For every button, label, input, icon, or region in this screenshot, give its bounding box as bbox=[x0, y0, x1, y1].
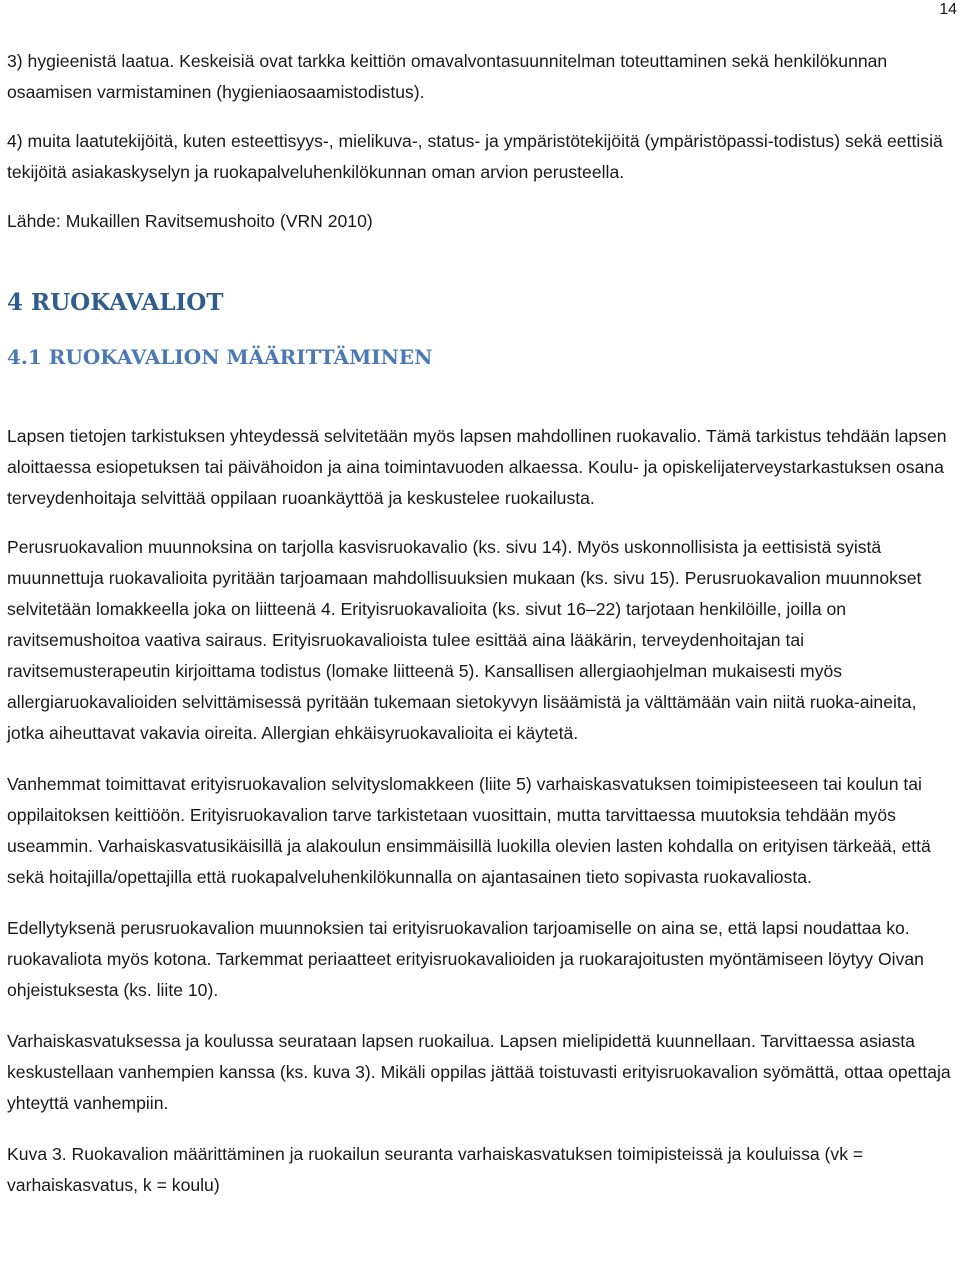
paragraph-diet-requirements: Edellytyksenä perusruokavalion muunnoksien tai erityisruokavalion tarjoamiselle on aina se, että lapsi noudattaa ko. ruokavaliota myös kotona. Tarkemmat periaatteet erityisruokavalioiden ja ruokarajoitusten myöntämiseen löytyy Oivan ohjeistuksesta (ks. liite 10). bbox=[7, 918, 924, 1000]
paragraph-diet-form: Vanhemmat toimittavat erityisruokavalion selvityslomakkeen (liite 5) varhaiskasvatuksen toimipisteeseen tai koulun tai oppilaitoksen keittiöön. Erityisruokavalion tarve tarkistetaan vuosittain, mutta tarvittaessa muutoksia tehdään myös useammin. Varhaiskasvatusikäisillä ja alakoulun ensimmäisillä luokilla olevien lasten kohdalla on erityisen tärkeää, että sekä hoitajilla/opettajilla että ruokapalveluhenkilökunnalla on ajantasainen tieto sopivasta ruokavaliosta. bbox=[7, 774, 931, 887]
page-number: 14 bbox=[939, 1, 957, 18]
paragraph-hygiene-quality: 3) hygieenistä laatua. Keskeisiä ovat tarkka keittiön omavalvontasuunnitelman toteuttaminen sekä henkilökunnan osaamisen varmistaminen (hygieniaosaamistodistus). bbox=[7, 51, 888, 102]
chapter-heading: 4 RUOKAVALIOT bbox=[7, 289, 224, 316]
paragraph-other-quality-factors: 4) muita laatutekijöitä, kuten esteettisyys-, mielikuva-, status- ja ympäristötekijöitä (ympäristöpassi-todistus) sekä eettisiä tekijöitä asiakaskyselyn ja ruokapalveluhenkilökunnan oman arvion perusteella. bbox=[7, 131, 943, 182]
source-reference: Lähde: Mukaillen Ravitsemushoito (VRN 2010) bbox=[7, 211, 373, 231]
paragraph-diet-check: Lapsen tietojen tarkistuksen yhteydessä selvitetään myös lapsen mahdollinen ruokavalio. Tämä tarkistus tehdään lapsen aloittaessa esiopetuksen tai päivähoidon ja aina toimintavuoden alkaessa. Koulu- ja opiskelijaterveystarkastuksen osana terveydenhoitaja selvittää oppilaan ruoankäyttöä ja keskustelee ruokailusta. bbox=[7, 426, 947, 508]
paragraph-meal-monitoring: Varhaiskasvatuksessa ja koulussa seurataan lapsen ruokailua. Lapsen mielipidettä kuunnellaan. Tarvittaessa asiasta keskustellaan vanhempien kanssa (ks. kuva 3). Mikäli oppilas jättää toistuvasti erityisruokavalion syömättä, ottaa opettaja yhteyttä vanhempiin. bbox=[7, 1031, 951, 1113]
figure-caption: Kuva 3. Ruokavalion määrittäminen ja ruokailun seuranta varhaiskasvatuksen toimipisteissä ja kouluissa (vk = varhaiskasvatus, k = koulu) bbox=[7, 1144, 864, 1195]
section-heading: 4.1 RUOKAVALION MÄÄRITTÄMINEN bbox=[7, 345, 433, 369]
document-body bbox=[7, 46, 955, 1201]
paragraph-diet-variants: Perusruokavalion muunnoksina on tarjolla kasvisruokavalio (ks. sivu 14). Myös uskonnollisista ja eettisistä syistä muunnettuja ruokavalioita pyritään tarjoamaan mahdollisuuksien mukaan (ks. sivu 15). Perusruokavalion muunnokset selvitetään lomakkeella joka on liitteenä 4. Erityisruokavalioita (ks. sivut 16–22) tarjotaan henkilöille, joilla on ravitsemushoitoa vaativa sairaus. Erityisruokavalioista tulee esittää aina lääkärin, terveydenhoitajan tai ravitsemusterapeutin kirjoittama todistus (lomake liitteenä 5). Kansallisen allergiaohjelman mukaisesti myös allergiaruokavalioiden selvittämisessä pyritään tukemaan sietokyvyn lisäämistä ja välttämään vain niitä ruoka-aineita, jotka aiheuttavat vakavia oireita. Allergian ehkäisyruokavalioita ei käytetä. bbox=[7, 537, 922, 743]
